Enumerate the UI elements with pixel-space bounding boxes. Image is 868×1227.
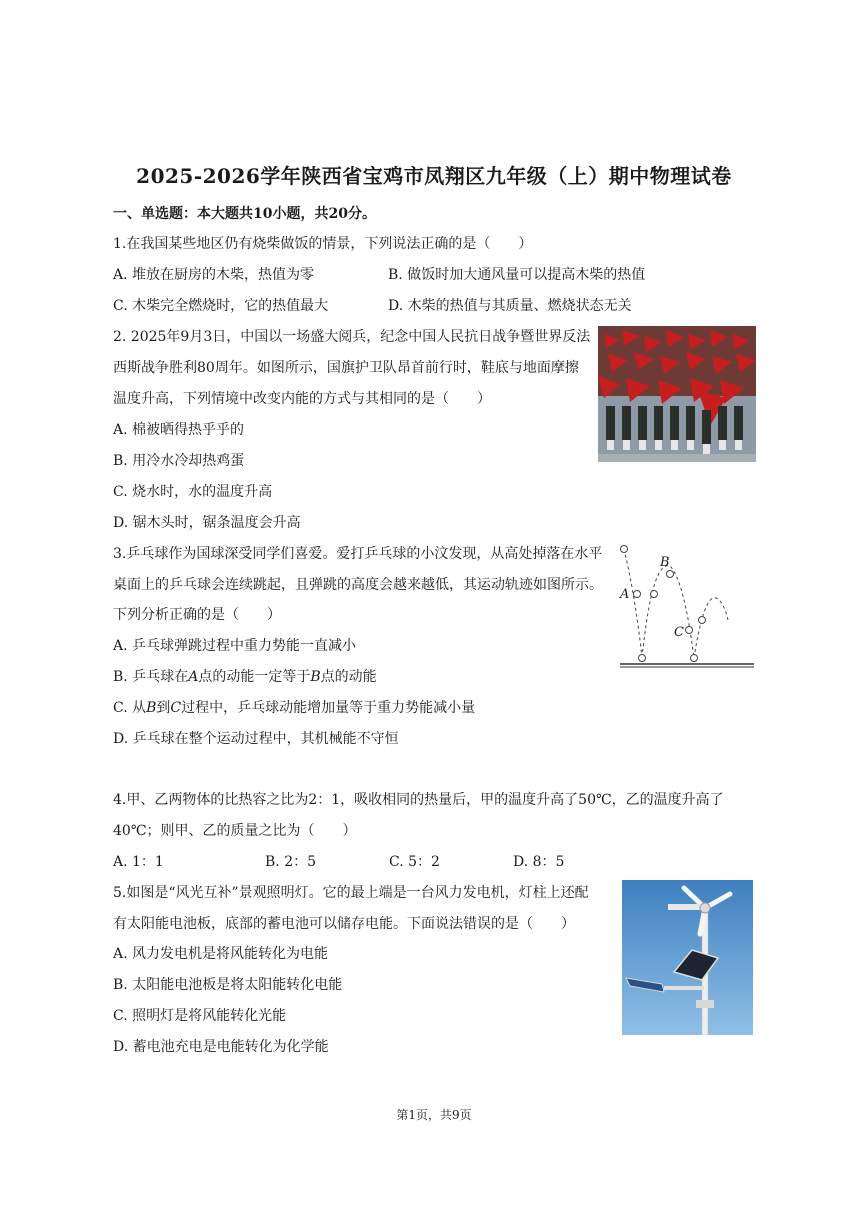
page-footer: 第1页，共9页: [396, 1108, 472, 1122]
section-heading: 一、单选题：本大题共10小题，共20分。: [113, 206, 376, 222]
q1-option-d: D. 木柴的热值与其质量、燃烧状态无关: [388, 298, 632, 314]
exam-title: 2025-2026学年陕西省宝鸡市凤翔区九年级（上）期中物理试卷: [136, 164, 732, 188]
q1-option-b: B. 做饭时加大通风量可以提高木柴的热值: [388, 267, 646, 283]
q3-option-c: C. 从B到C过程中，乒乓球动能增加量等于重力势能减小量: [113, 700, 476, 716]
q3-stem-line1: 3.乒乓球作为国球深受同学们喜爱。爱打乒乓球的小汶发现，从高处掉落在水平: [113, 546, 603, 562]
q3-stem-line2: 桌面上的乒乓球会连续跳起，且弹跳的高度会越来越低，其运动轨迹如图所示。: [113, 577, 603, 593]
q5-option-c: C. 照明灯是将风能转化光能: [113, 1008, 287, 1024]
q2-option-d: D. 锯木头时，锯条温度会升高: [113, 515, 301, 531]
q2-stem-line1: 2. 2025年9月3日，中国以一场盛大阅兵，纪念中国人民抗日战争暨世界反法: [113, 329, 591, 345]
label-c: C: [674, 625, 684, 640]
q4-stem-line2: 40℃；则甲、乙的质量之比为（ ）: [113, 823, 357, 839]
q4-option-d: D. 8：5: [513, 854, 565, 870]
q1-stem: 1.在我国某些地区仍有烧柴做饭的情景，下列说法正确的是（ ）: [113, 236, 533, 252]
q5-option-a: A. 风力发电机是将风能转化为电能: [113, 946, 329, 962]
q4-option-c: C. 5：2: [389, 854, 440, 870]
street-lamp-photo: [622, 880, 753, 1035]
q2-option-a: A. 棉被晒得热乎乎的: [113, 422, 245, 438]
q3-stem-line3: 下列分析正确的是（ ）: [113, 607, 281, 623]
parade-photo: [598, 326, 756, 462]
q2-option-c: C. 烧水时，水的温度升高: [113, 484, 273, 500]
q4-option-a: A. 1：1: [113, 854, 164, 870]
label-b: B: [660, 555, 670, 570]
q5-option-d: D. 蓄电池充电是电能转化为化学能: [113, 1039, 329, 1055]
q2-stem-line3: 温度升高，下列情境中改变内能的方式与其相同的是（ ）: [113, 391, 491, 407]
q4-option-b: B. 2：5: [265, 854, 317, 870]
q2-option-b: B. 用冷水冷却热鸡蛋: [113, 453, 245, 469]
q2-stem-line2: 西斯战争胜利80周年。如图所示，国旗护卫队昂首前行时，鞋底与地面摩擦: [113, 360, 579, 376]
q4-stem-line1: 4.甲、乙两物体的比热容之比为2：1，吸收相同的热量后，甲的温度升高了50℃，乙的温度升高了: [113, 792, 724, 808]
q5-option-b: B. 太阳能电池板是将太阳能转化电能: [113, 977, 343, 993]
label-a: A: [620, 587, 630, 602]
q5-stem-line1: 5.如图是“风光互补”景观照明灯。它的最上端是一台风力发电机，灯柱上还配: [113, 885, 589, 901]
bounce-diagram: [612, 540, 758, 670]
q1-option-c: C. 木柴完全燃烧时，它的热值最大: [113, 298, 329, 314]
q3-option-a: A. 乒乓球弹跳过程中重力势能一直减小: [113, 638, 357, 654]
q3-option-b: B. 乒乓球在A点的动能一定等于B点的动能: [113, 669, 377, 685]
q5-stem-line2: 有太阳能电池板，底部的蓄电池可以储存电能。下面说法错误的是（ ）: [113, 916, 575, 932]
q1-option-a: A. 堆放在厨房的木柴，热值为零: [113, 267, 315, 283]
q3-option-d: D. 乒乓球在整个运动过程中，其机械能不守恒: [113, 731, 399, 747]
